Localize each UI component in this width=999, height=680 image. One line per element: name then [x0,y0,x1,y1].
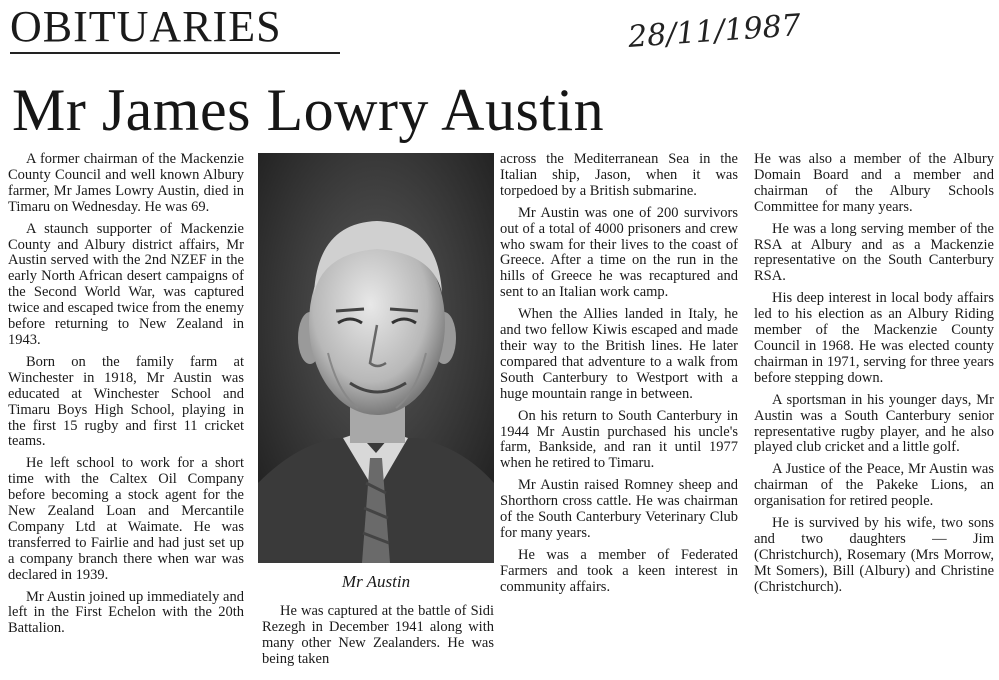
paragraph: He was captured at the battle of Sidi Rezegh in December 1941 along with many other New Zealanders. He was being taken [262,603,494,667]
article-column-4 [754,152,994,602]
headline: Mr James Lowry Austin [12,77,605,143]
paragraph: A Justice of the Peace, Mr Austin was chairman of the Pakeke Lions, an organisation for retired people. [754,461,994,510]
paragraph: Mr Austin was one of 200 survivors out of a total of 4000 prisoners and crew who swam for their lives to the coast of Greece. After a time on the run in the hills of Greece he was recaptured and sent to an Italian work camp. [500,204,738,301]
paragraph: When the Allies landed in Italy, he and two fellow Kiwis escaped and made their way to the British lines. He later compared that adventure to a walk from South Canterbury to Westport with a huge mountain range in between. [500,306,738,402]
paragraph: A former chairman of the Mackenzie County Council and well known Albury farmer, Mr James Lowry Austin, died in Timaru on Wednesday. He was 69. [8,151,244,215]
paragraph: A sportsman in his younger days, Mr Austin was a South Canterbury senior representative rugby player, and he also played club cricket and a little golf. [754,391,994,456]
paragraph: Born on the family farm at Winchester in 1918, Mr Austin was educated at Winchester School and Timaru Boys High School, playing in the first 15 rugby and first 11 cricket teams. [8,353,244,450]
paragraph: He was a long serving member of the RSA at Albury and as a Mackenzie representative on the South Canterbury RSA. [754,220,994,285]
paragraph: His deep interest in local body affairs led to his election as an Albury Riding member of the Mackenzie County Council in 1968. He was elected county chairman in 1971, serving for three years before stepping down. [754,290,994,386]
handwritten-date: 28/11/1987 [626,8,802,55]
photo-caption: Mr Austin [341,572,411,591]
paragraph: On his return to South Canterbury in 1944 Mr Austin purchased his uncle's farm, Bankside, and ran it until 1977 when he retired to Timaru. [500,407,738,472]
paragraph: He is survived by his wife, two sons and two daughters — Jim (Christchurch), Rosemary (Mrs Morrow, Mt Somers), Bill (Albury) and Christine (Christchurch). [754,515,994,595]
portrait-photo [258,153,494,563]
section-title-rule [10,52,340,54]
paragraph: Mr Austin raised Romney sheep and Shorthorn cross cattle. He was chairman of the South Canterbury Veterinary Club for many years. [500,477,738,541]
paragraph: He left school to work for a short time with the Caltex Oil Company before becoming a stock agent for the New Zealand Loan and Mercantile Company Ltd at Waimate. He was transferred to Fairlie and had just set up a company branch there when war was declared in 1939. [8,455,244,583]
article-column-2 [262,604,494,674]
paragraph: He was a member of Federated Farmers and took a keen interest in community affairs. [500,546,738,595]
section-title: OBITUARIES [10,2,282,51]
article-column-1 [8,152,244,643]
paragraph: Mr Austin joined up immediately and left in the First Echelon with the 20th Battalion. [8,588,244,637]
paragraph: He was also a member of the Albury Domain Board and a member and chairman of the Albury Schools Committee for many years. [754,151,994,215]
paragraph: across the Mediterranean Sea in the Italian ship, Jason, when it was torpedoed by a British submarine. [500,151,738,199]
article-column-3 [500,152,738,602]
paragraph: A staunch supporter of Mackenzie County and Albury district affairs, Mr Austin served with the 2nd NZEF in the early North African desert campaigns of the Second World War, was captured twice and escaped twice from the enemy before returning to New Zealand in 1943. [8,220,244,348]
